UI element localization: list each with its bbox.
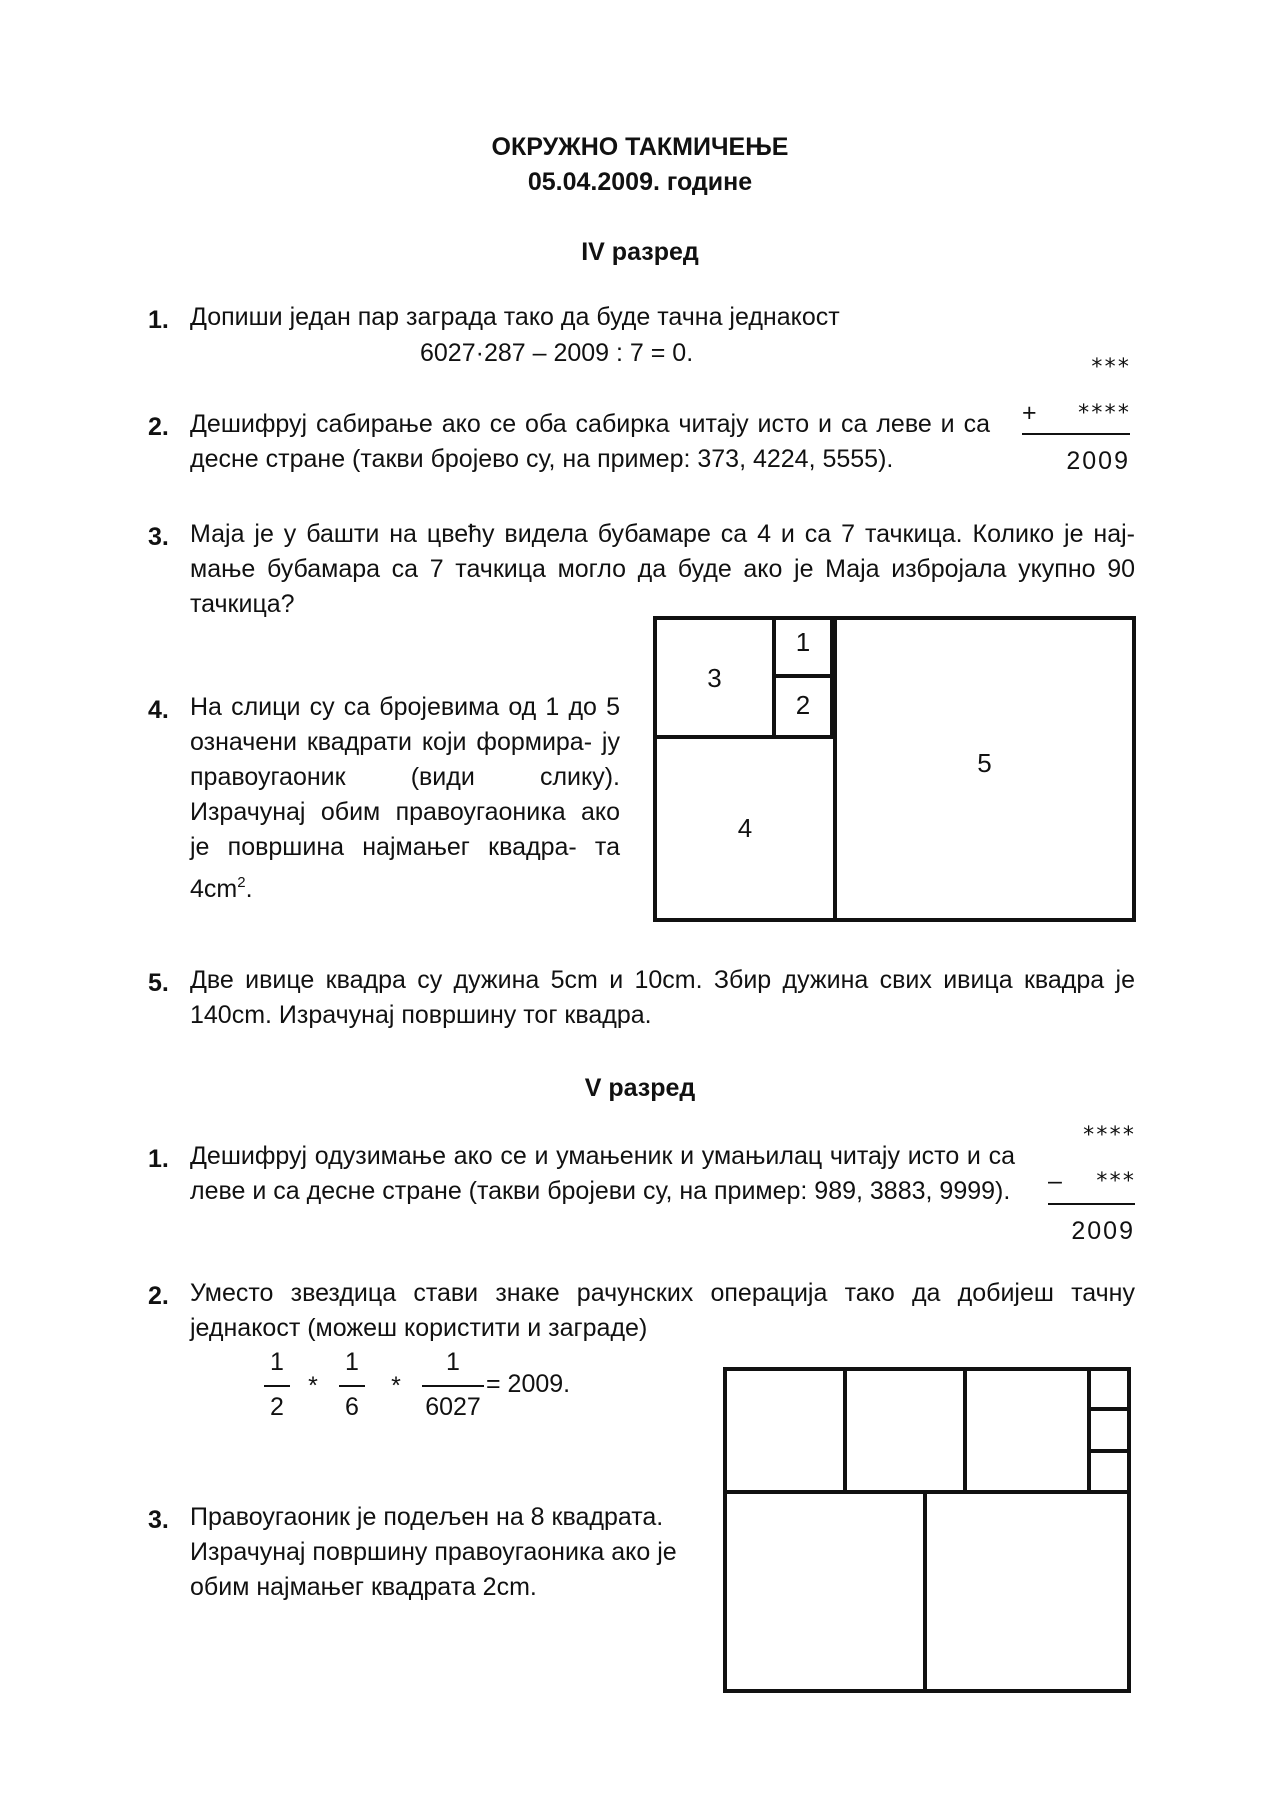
- addend-1: ***: [1090, 355, 1130, 380]
- page-title: ОКРУЖНО ТАКМИЧЕЊЕ: [491, 133, 789, 161]
- problem-number: 4.: [148, 696, 169, 724]
- plus-sign: +: [1022, 399, 1037, 427]
- fraction-denominator: 2: [270, 1393, 284, 1421]
- difference-result: 2009: [1071, 1217, 1135, 1245]
- square-label: 2: [795, 690, 811, 720]
- square: [923, 1490, 1131, 1693]
- fraction-denominator: 6027: [425, 1393, 481, 1421]
- page-date: 05.04.2009. године: [527, 168, 753, 196]
- fraction-denominator: 6: [345, 1393, 359, 1421]
- operation-star: *: [308, 1372, 318, 1400]
- grade4-heading: IV разред: [581, 238, 699, 266]
- square-label: 1: [795, 627, 811, 657]
- problem-number: 2.: [148, 413, 169, 441]
- problem-text: Маја је у башти на цвећу видела бубамаре са 4 и са 7 тачкица. Колико је нај- мање бубамара са 7 тачкица могло да буде ако је Маја избројала укупно 90 тачкица?: [190, 520, 1135, 618]
- grade5-heading: V разред: [584, 1074, 696, 1102]
- minus-sign: –: [1048, 1167, 1062, 1195]
- minuend: ****: [1082, 1123, 1135, 1148]
- fraction-bar: [422, 1385, 484, 1387]
- sum-result: 2009: [1066, 447, 1130, 475]
- square-label: 5: [977, 748, 992, 778]
- equation: 6027·287 – 2009 : 7 = 0.: [420, 339, 694, 367]
- fraction-numerator: 1: [345, 1348, 359, 1376]
- square: [723, 1490, 927, 1693]
- problem-text: Две ивице квадра су дужина 5cm и 10cm. Збир дужина свих ивица квадра је 140cm. Израчунај површину тог квадра.: [190, 966, 1135, 1029]
- square-label: 4: [737, 813, 753, 843]
- square: [1087, 1449, 1131, 1494]
- fraction-numerator: 1: [270, 1348, 284, 1376]
- addend-2: ****: [1077, 401, 1130, 426]
- square: [1087, 1407, 1131, 1453]
- problem-number: 3.: [148, 523, 169, 551]
- square: [963, 1367, 1091, 1494]
- square-label: 3: [707, 663, 722, 693]
- subtrahend: ***: [1095, 1169, 1135, 1194]
- problem-number: 2.: [148, 1282, 169, 1310]
- problem-text: Правоугаоник је подељен на 8 квадрата. Израчунај површину правоугаоника ако је обим најмањег квадрата 2cm.: [190, 1503, 677, 1601]
- square: [1087, 1367, 1131, 1411]
- square: [723, 1367, 847, 1494]
- square: [843, 1367, 967, 1494]
- problem-text: Допиши један пар заграда тако да буде тачна једнакост: [190, 303, 840, 331]
- problem-text: Уместо звездица стави знаке рачунских операција тако да добијеш тачну једнакост (можеш користити и заграде): [190, 1279, 1135, 1342]
- problem-number: 1.: [148, 306, 169, 334]
- problem-number: 1.: [148, 1145, 169, 1173]
- sum-line: [1022, 433, 1130, 435]
- expression-result: = 2009.: [486, 1370, 571, 1398]
- problem-text: Дешифруј сабирање ако се оба сабирка читају исто и са леве и са десне стране (такви бројево су, на пример: 373, 4224, 5555).: [190, 410, 990, 473]
- problem-text: Дешифруј одузимање ако се и умањеник и умањилац читају исто и са леве и са десне стране (такви бројеви су, на пример: 989, 3883, 9999).: [190, 1142, 1015, 1205]
- problem-number: 5.: [148, 969, 169, 997]
- fraction-bar: [339, 1385, 365, 1387]
- problem-text: На слици су са бројевима од 1 до 5 означени квадрати који формира- ју правоугаоник (види слику). Израчунај обим правоугаоника ако је површина најмањег квадра- та $4cm^2$.: [190, 693, 620, 903]
- operation-star: *: [391, 1372, 401, 1400]
- fraction-bar: [264, 1385, 290, 1387]
- fraction-numerator: 1: [446, 1348, 460, 1376]
- difference-line: [1048, 1203, 1135, 1205]
- problem-number: 3.: [148, 1506, 169, 1534]
